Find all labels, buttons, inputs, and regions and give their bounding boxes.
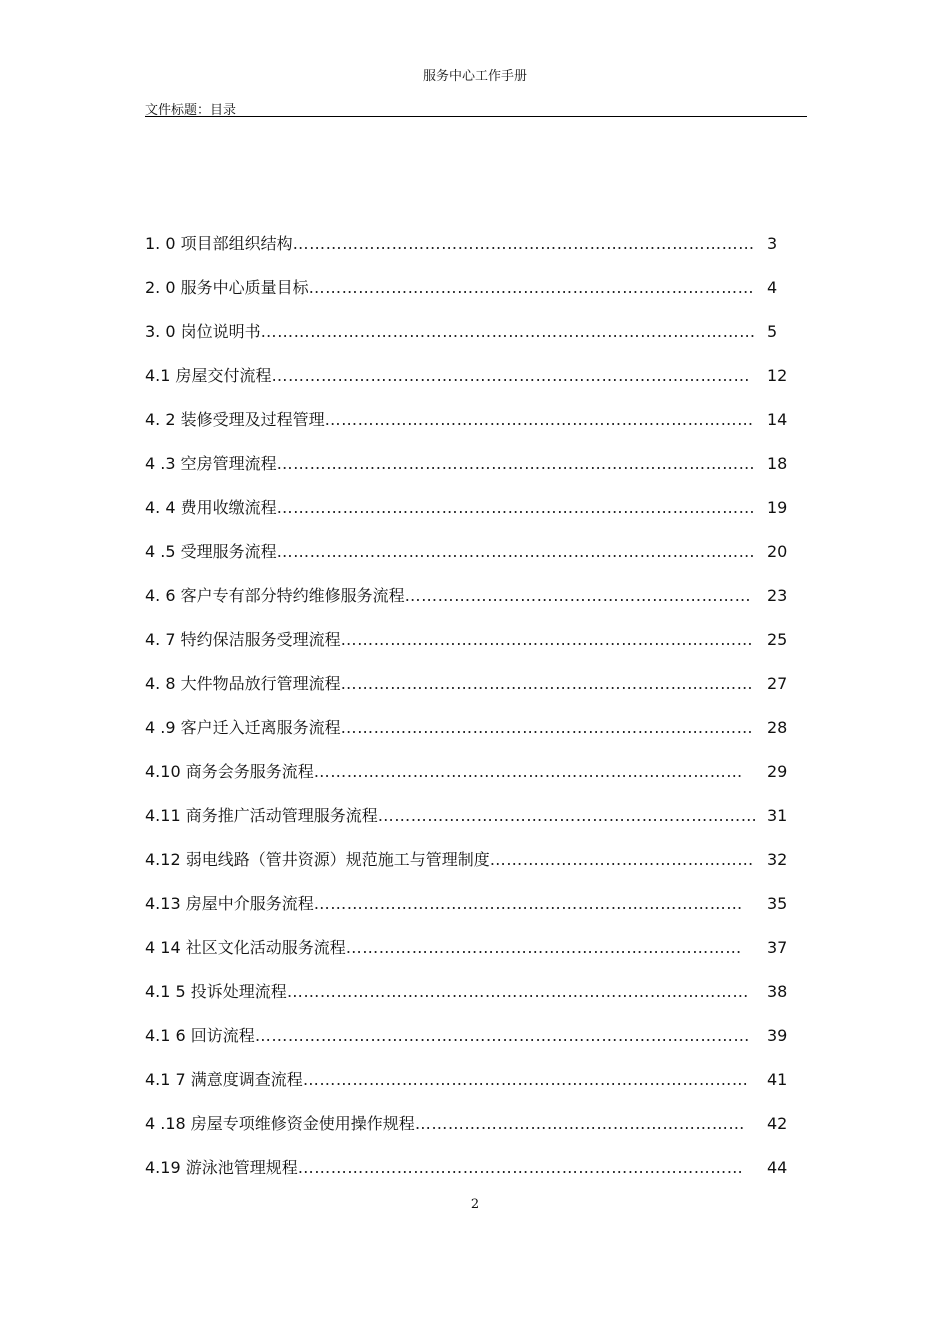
toc-page-number: 18 — [767, 454, 788, 473]
toc-entry-label: 4. 4 费用收缴流程 — [145, 498, 277, 517]
toc-page-number: 27 — [767, 674, 788, 693]
header-title: 服务中心工作手册 — [422, 69, 527, 84]
toc-leader-dots: ………………………………………………………………………… — [286, 982, 749, 1001]
toc-entry-label: 1. 0 项目部组织结构 — [145, 234, 293, 253]
toc-entry-label: 4 14 社区文化活动服务流程 — [145, 938, 346, 957]
toc-leader-dots: ……………………………………………………………… — [345, 938, 742, 957]
toc-entry[interactable] — [145, 626, 807, 670]
toc-page-number: 44 — [767, 1158, 788, 1177]
toc-page-number: 4 — [767, 278, 778, 297]
toc-entry[interactable] — [145, 714, 807, 758]
toc-entry-text — [145, 230, 755, 258]
table-of-contents — [145, 230, 807, 1198]
toc-entry-text — [145, 406, 754, 434]
toc-entry-label: 4.1 7 满意度调查流程 — [145, 1070, 303, 1089]
toc-page-number: 14 — [767, 410, 788, 429]
toc-leader-dots: …………………………………………………………………… — [313, 894, 743, 913]
toc-entry[interactable] — [145, 1022, 807, 1066]
toc-leader-dots: ………………………………………………………………… — [340, 674, 754, 693]
toc-entry-text — [145, 1066, 748, 1094]
toc-entry-label: 4.1 6 回访流程 — [145, 1026, 255, 1045]
toc-entry[interactable] — [145, 846, 807, 890]
toc-entry[interactable] — [145, 890, 807, 934]
toc-entry-label: 4.1 房屋交付流程 — [145, 366, 272, 385]
toc-page-number: 20 — [767, 542, 788, 561]
toc-leader-dots: ……………………………………………………………………………… — [254, 1026, 750, 1045]
toc-page-number: 23 — [767, 586, 788, 605]
toc-page-number: 29 — [767, 762, 788, 781]
toc-entry-text — [145, 890, 743, 918]
toc-page-number: 41 — [767, 1070, 788, 1089]
page-number: 2 — [470, 1197, 480, 1212]
toc-entry-label: 4.11 商务推广活动管理服务流程 — [145, 806, 378, 825]
toc-leader-dots: ……………………………………………………………………………… — [260, 322, 756, 341]
toc-entry-text — [145, 934, 742, 962]
toc-page-number: 38 — [767, 982, 788, 1001]
toc-page-number: 42 — [767, 1114, 788, 1133]
toc-entry-text — [145, 670, 753, 698]
toc-entry-text — [145, 450, 755, 478]
toc-leader-dots: …………………………………………………… — [414, 1114, 745, 1133]
toc-entry[interactable] — [145, 978, 807, 1022]
toc-page-number: 25 — [767, 630, 788, 649]
toc-leader-dots: …………………………………………………………………………… — [276, 498, 756, 517]
toc-entry-text — [145, 714, 753, 742]
toc-page-number: 12 — [767, 366, 788, 385]
document-title-label: 文件标题：目录 — [145, 103, 237, 118]
toc-entry-text — [145, 978, 749, 1006]
toc-leader-dots: …………………………………………………………………………… — [276, 454, 756, 473]
toc-leader-dots: ………………………………………… — [489, 850, 754, 869]
toc-entry-label: 4. 7 特约保洁服务受理流程 — [145, 630, 341, 649]
toc-page-number: 28 — [767, 718, 788, 737]
toc-entry-label: 4 .9 客户迁入迁离服务流程 — [145, 718, 341, 737]
toc-entry[interactable] — [145, 494, 807, 538]
toc-entry[interactable] — [145, 670, 807, 714]
toc-leader-dots: …………………………………………………………………… — [313, 762, 743, 781]
toc-leader-dots: ……………………………………………………… — [404, 586, 752, 605]
toc-entry-label: 4. 8 大件物品放行管理流程 — [145, 674, 341, 693]
toc-leader-dots: ……………………………………………………………………… — [308, 278, 755, 297]
toc-entry[interactable] — [145, 230, 807, 274]
toc-entry-label: 3. 0 岗位说明书 — [145, 322, 261, 341]
toc-leader-dots: …………………………………………………………………………… — [271, 366, 751, 385]
toc-page-number: 32 — [767, 850, 788, 869]
toc-entry-text — [145, 538, 755, 566]
toc-page-number: 3 — [767, 234, 778, 253]
toc-entry[interactable] — [145, 758, 807, 802]
toc-entry[interactable] — [145, 934, 807, 978]
toc-entry-label: 4.12 弱电线路（管井资源）规范施工与管理制度 — [145, 850, 490, 869]
toc-entry[interactable] — [145, 450, 807, 494]
toc-entry-text — [145, 802, 757, 830]
toc-entry-label: 4.13 房屋中介服务流程 — [145, 894, 314, 913]
toc-entry-text — [145, 274, 754, 302]
toc-entry-label: 4 .3 空房管理流程 — [145, 454, 277, 473]
toc-leader-dots: ………………………………………………………………………… — [292, 234, 755, 253]
toc-leader-dots: ……………………………………………………………………… — [302, 1070, 749, 1089]
toc-entry-text — [145, 494, 755, 522]
toc-leader-dots: ………………………………………………………………… — [340, 718, 754, 737]
toc-entry[interactable] — [145, 318, 807, 362]
toc-entry-text — [145, 846, 754, 874]
toc-page-number: 37 — [767, 938, 788, 957]
toc-entry[interactable] — [145, 582, 807, 626]
toc-entry[interactable] — [145, 274, 807, 318]
toc-entry-label: 4 .18 房屋专项维修资金使用操作规程 — [145, 1114, 415, 1133]
toc-entry[interactable] — [145, 538, 807, 582]
toc-entry-label: 4. 6 客户专有部分特约维修服务流程 — [145, 586, 405, 605]
toc-entry[interactable] — [145, 1154, 807, 1198]
toc-entry-label: 4.19 游泳池管理规程 — [145, 1158, 298, 1177]
toc-entry-text — [145, 582, 751, 610]
header-divider — [145, 116, 807, 117]
toc-page-number: 39 — [767, 1026, 788, 1045]
toc-entry-label: 4 .5 受理服务流程 — [145, 542, 277, 561]
toc-entry-text — [145, 626, 753, 654]
toc-entry-text — [145, 758, 743, 786]
toc-entry-text — [145, 1154, 743, 1182]
toc-page-number: 31 — [767, 806, 788, 825]
toc-entry[interactable] — [145, 802, 807, 846]
toc-leader-dots: ………………………………………………………………… — [340, 630, 754, 649]
toc-entry[interactable] — [145, 1110, 807, 1154]
toc-page-number: 35 — [767, 894, 788, 913]
toc-entry-text — [145, 362, 750, 390]
toc-page-number: 19 — [767, 498, 788, 517]
toc-entry-text — [145, 1022, 750, 1050]
toc-page-number: 5 — [767, 322, 778, 341]
toc-leader-dots: …………………………………………………………………………… — [276, 542, 756, 561]
toc-entry[interactable] — [145, 1066, 807, 1110]
toc-entry-label: 4.1 5 投诉处理流程 — [145, 982, 287, 1001]
toc-entry[interactable] — [145, 362, 807, 406]
toc-entry[interactable] — [145, 406, 807, 450]
toc-leader-dots: …………………………………………………………………… — [324, 410, 754, 429]
toc-entry-label: 2. 0 服务中心质量目标 — [145, 278, 309, 297]
toc-entry-label: 4. 2 装修受理及过程管理 — [145, 410, 325, 429]
toc-entry-text — [145, 1110, 745, 1138]
toc-entry-label: 4.10 商务会务服务流程 — [145, 762, 314, 781]
toc-leader-dots: ……………………………………………………………………… — [297, 1158, 744, 1177]
toc-entry-text — [145, 318, 756, 346]
toc-leader-dots: …………………………………………………………… — [377, 806, 758, 825]
